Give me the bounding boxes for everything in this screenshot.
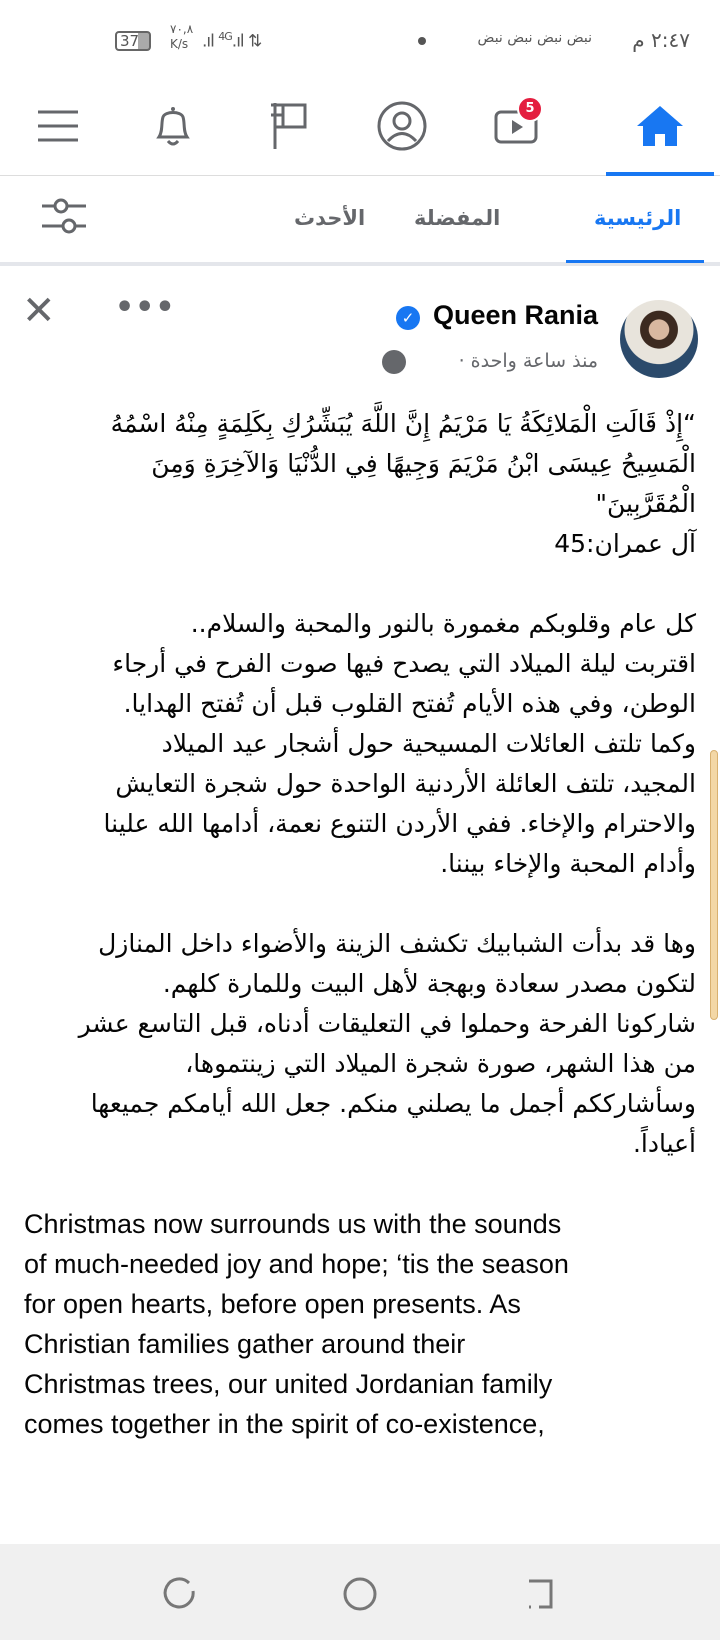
watch-button[interactable] <box>487 98 547 154</box>
video-badge: 5 <box>517 96 543 122</box>
notification-icons: نبض نبض نبض نبض <box>477 30 592 46</box>
greeting-paragraph: كل عام وقلوبكم مغمورة بالنور والمحبة والسلام.. اقتربت ليلة الميلاد التي يصدح فيها صوت الفرح في أرجاء الوطن، وفي هذه الأيام تُفتح القلوب قبل أن تُفتح الهدايا. وكما تلتف العائلات المسيحية حول أشجار عيد الميلاد المجيد، تلتف العائلة الأردنية الواحدة حول شجرة التعايش والاحترام والإخاء. ففي الأردن التنوع نعمة، أدامها الله علينا وأدام المحبة والإخاء بيننا. <box>103 609 696 878</box>
back-button[interactable] <box>520 1574 560 1614</box>
clock: ٢:٤٧ م <box>632 28 690 52</box>
english-paragraph: Christmas now surrounds us with the sounds of much-needed joy and hope; ‘tis the season for open hearts, before open presents. As Christian families gather around their Christmas trees, our united Jordanian family comes together in the spirit of co-existence, <box>24 1209 569 1439</box>
notifications-button[interactable] <box>143 98 203 154</box>
filter-icon <box>40 198 88 234</box>
circle-home-icon <box>342 1576 378 1612</box>
hide-post-button[interactable]: ✕ <box>22 288 56 334</box>
back-icon <box>523 1577 557 1611</box>
scrollbar[interactable] <box>710 750 718 1020</box>
hamburger-icon <box>36 109 80 143</box>
flag-icon <box>269 101 309 151</box>
verified-badge-icon: ✓ <box>396 306 420 330</box>
post-text <box>24 404 696 1444</box>
feed-tabs <box>0 176 720 266</box>
tab-home[interactable]: الرئيسية <box>594 206 682 230</box>
battery-icon: 37 <box>115 31 151 51</box>
home-icon <box>635 104 685 148</box>
post-header <box>0 290 720 380</box>
top-nav <box>0 80 720 176</box>
pages-button[interactable] <box>259 98 319 154</box>
post-time[interactable]: منذ ساعة واحدة · <box>458 350 598 372</box>
avatar[interactable] <box>620 300 698 378</box>
system-nav-bar <box>0 1544 720 1640</box>
recent-apps-icon <box>163 1577 197 1611</box>
author-name[interactable]: Queen Rania <box>432 300 598 330</box>
quote-paragraph: “إِذْ قَالَتِ الْمَلائِكَةُ يَا مَرْيَمُ إِنَّ اللَّهَ يُبَشِّرُكِ بِكَلِمَةٍ مِنْهُ اسْمُهُ الْمَسِيحُ عِيسَى ابْنُ مَرْيَمَ وَجِيهًا فِي الدُّنْيَا وَالآخِرَةِ وَمِنَ الْمُقَرَّبِينَ" آل عمران:45 <box>110 409 696 558</box>
invitation-paragraph: وها قد بدأت الشبابيك تكشف الزينة والأضواء داخل المنازل لتكون مصدر سعادة وبهجة لأهل البيت وللمارة كلهم. شاركونا الفرحة وحملوا في التعليقات أدناه، قبل التاسع عشر من هذا الشهر، صورة شجرة الميلاد التي زينتموها، وسأشارككم أجمل ما يصلني منكم. جعل الله أيامكم جميعها أعياداً. <box>78 929 696 1158</box>
filter-button[interactable] <box>40 198 88 239</box>
tab-favorites[interactable]: المفضلة <box>414 206 501 230</box>
menu-button[interactable] <box>28 98 88 154</box>
recent-apps-button[interactable] <box>160 1574 200 1614</box>
profile-button[interactable] <box>372 98 432 154</box>
globe-icon <box>382 350 406 374</box>
more-options-button[interactable]: ••• <box>115 290 176 325</box>
notification-dot-icon <box>418 37 426 45</box>
bell-icon <box>151 103 195 149</box>
signal-icon: .ıl $^{4G}$.ıl ⇅ <box>202 30 262 52</box>
tab-latest[interactable]: الأحدث <box>294 206 366 230</box>
status-bar <box>0 0 720 80</box>
network-speed: ٧٠,٨ K/s <box>170 22 194 51</box>
home-system-button[interactable] <box>340 1574 380 1614</box>
tab-indicator <box>566 260 704 263</box>
home-button[interactable] <box>630 98 690 154</box>
profile-icon <box>376 100 428 152</box>
